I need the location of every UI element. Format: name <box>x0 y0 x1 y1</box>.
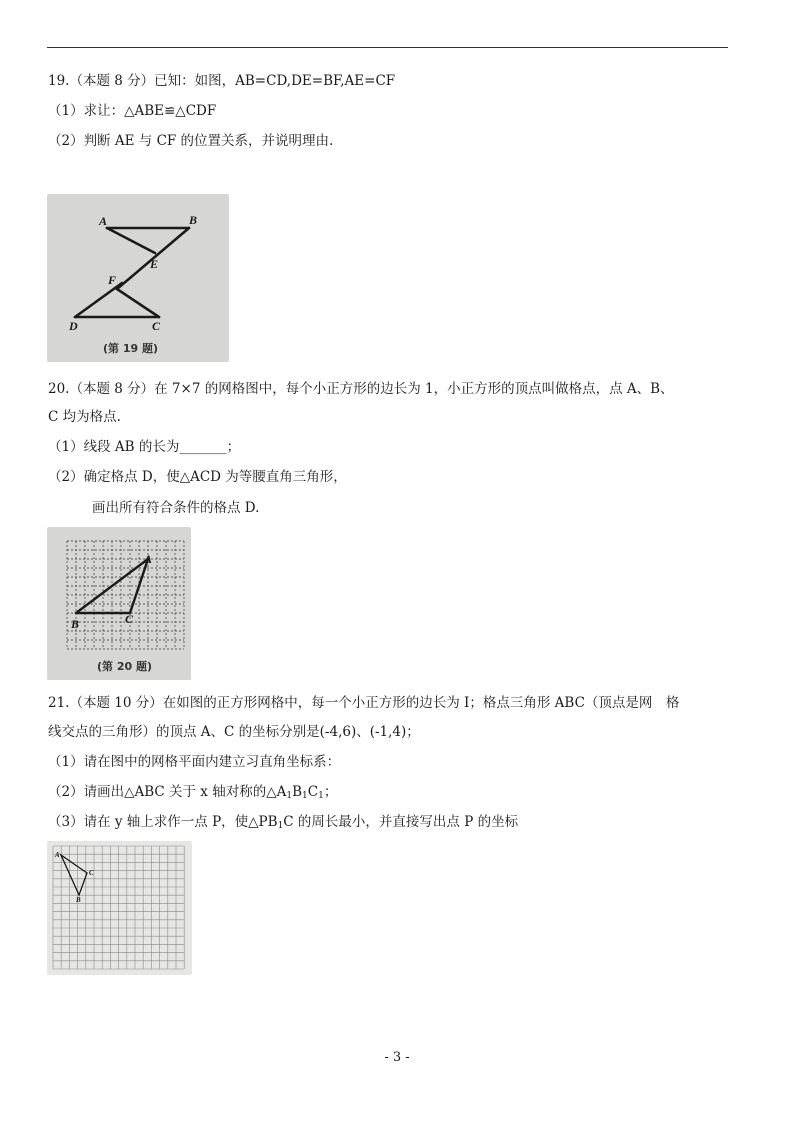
label-b: B <box>71 617 80 631</box>
q20-part2: （2）确定格点 D，使△ACD 为等腰直角三角形， <box>48 469 347 485</box>
q20-part1: （1）线段 AB 的长为_______； <box>48 439 241 455</box>
label-a: A <box>55 851 60 859</box>
q19-figure <box>47 194 229 362</box>
q19-part2: （2）判断 AE 与 CF 的位置关系，并说明理由. <box>48 133 334 149</box>
segment-ae <box>107 228 155 253</box>
label-a: A <box>99 214 108 228</box>
label-c: C <box>152 319 161 333</box>
label-a: A <box>144 552 153 566</box>
q20-stem: 20.（本题 8 分）在 7×7 的网格图中，每个小正方形的边长为 1，小正方形的顶点叫做格点，点 A、B、 <box>48 381 674 397</box>
label-c: C <box>89 869 94 877</box>
q21-part1: （1）请在图中的网格平面内建立习直角坐标系： <box>48 754 341 770</box>
q21-stem-cont: 线交点的三角形）的顶点 A、C 的坐标分别是(-4,6)、(-1,4)； <box>48 724 420 740</box>
q19-caption: (第 19 题) <box>103 342 159 355</box>
segment-fd <box>75 283 122 317</box>
q21-grid <box>47 841 192 975</box>
label-f: F <box>108 273 117 287</box>
q21-part3: （3）请在 y 轴上求作一点 P，使$\triangle PB_1C$ 的周长最小，并直接写出点 P 的坐标 <box>48 814 519 831</box>
q21-figure <box>47 841 192 975</box>
label-e: E <box>150 257 159 271</box>
triangle-abc <box>76 559 148 613</box>
label-d: D <box>69 319 78 333</box>
q20-figure <box>47 527 191 680</box>
label-b: B <box>189 213 198 227</box>
q20-caption: (第 20 题) <box>97 660 153 673</box>
label-c: C <box>125 612 134 626</box>
q20-part2-cont: 画出所有符合条件的格点 D. <box>92 500 260 516</box>
q19-part1: （1）求让：△ABE≌△CDF <box>48 103 217 119</box>
q20-stem-cont: C 均为格点. <box>48 409 121 425</box>
q19-stem: 19.（本题 8 分）已知：如图，AB=CD,DE=BF,AE=CF <box>48 73 396 89</box>
segment-fc <box>117 289 159 317</box>
page-number: - 3 - <box>384 1050 410 1065</box>
label-b: B <box>76 896 81 904</box>
q21-part2: （2）请画出△ABC 关于 x 轴对称的$\triangle A_1B_1C_1$； <box>48 784 338 801</box>
q21-stem: 21.（本题 10 分）在如图的正方形网格中，每一个小正方形的边长为 I；格点三角形 ABC（顶点是网 格 <box>48 695 680 711</box>
header-rule <box>47 47 728 48</box>
triangle-abc <box>61 855 87 895</box>
